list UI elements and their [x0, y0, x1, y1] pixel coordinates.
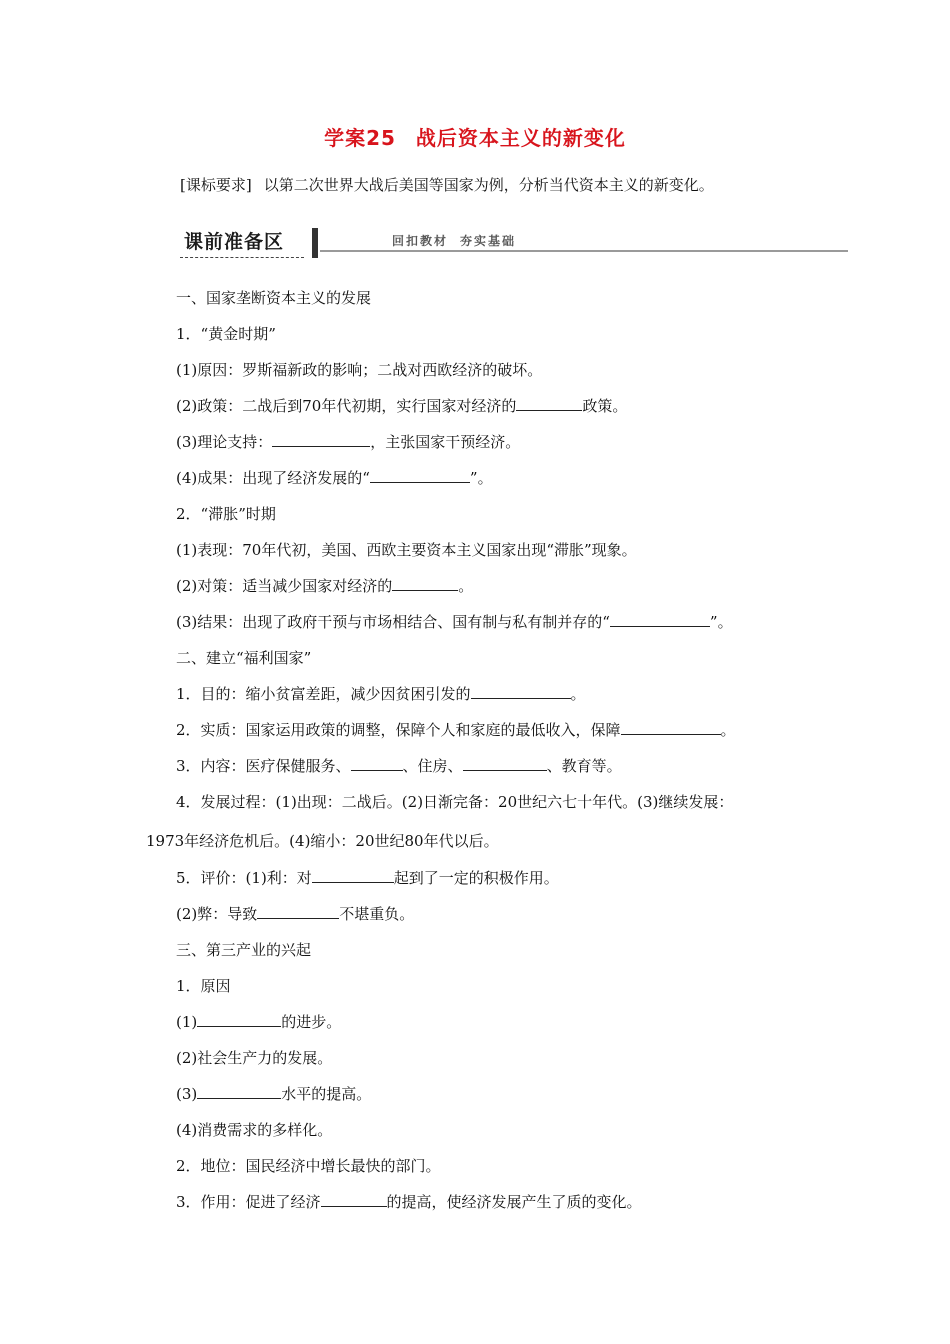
item-1: 1．“黄金时期”	[176, 325, 276, 343]
fill-blank[interactable]	[272, 432, 370, 447]
banner-sub-2: 夯实基础	[460, 234, 517, 248]
item-1-3: (3)理论支持： ，主张国家干预经济。	[176, 433, 521, 451]
fill-blank[interactable]	[197, 1084, 281, 1099]
welfare-item-5-2: (2)弊：导致 不堪重负。	[176, 905, 415, 923]
welfare-item-5: 5．评价：(1)利：对 起到了一定的积极作用。	[176, 869, 559, 887]
item-1-1: (1)原因：罗斯福新政的影响；二战对西欧经济的破坏。	[176, 361, 543, 379]
fill-blank[interactable]	[257, 904, 339, 919]
welfare-item-2: 2．实质：国家运用政策的调整，保障个人和家庭的最低收入，保障 。	[176, 721, 736, 739]
item-2: 2．“滞胀”时期	[176, 505, 276, 523]
section-banner	[178, 226, 848, 262]
tertiary-item-1-4: (4)消费需求的多样化。	[176, 1121, 333, 1139]
curriculum-requirement	[180, 174, 714, 195]
tertiary-item-3: 3．作用：促进了经济 的提高，使经济发展产生了质的变化。	[176, 1193, 642, 1211]
fill-blank[interactable]	[516, 396, 582, 411]
banner-rule	[320, 250, 848, 252]
tertiary-item-1: 1．原因	[176, 977, 231, 995]
fill-blank[interactable]	[197, 1012, 281, 1027]
banner-dashed-underline	[180, 257, 304, 258]
fill-blank[interactable]	[312, 868, 394, 883]
fill-blank[interactable]	[351, 756, 403, 771]
welfare-item-1: 1．目的：缩小贫富差距，减少因贫困引发的 。	[176, 685, 586, 703]
requirement-text: 以第二次世界大战后美国等国家为例，分析当代资本主义的新变化。	[263, 176, 714, 194]
title-text: 战后资本主义的新变化	[415, 126, 626, 150]
banner-sub-1: 回扣教材	[392, 234, 449, 248]
fill-blank[interactable]	[463, 756, 547, 771]
heading-2: 二、建立“福利国家”	[176, 649, 312, 667]
tertiary-item-1-3: (3) 水平的提高。	[176, 1085, 372, 1103]
welfare-item-4: 4．发展过程：(1)出现：二战后。(2)日渐完备：20世纪六七十年代。(3)继续发展：	[176, 793, 734, 811]
requirement-tag: [课标要求]	[180, 176, 252, 194]
heading-3: 三、第三产业的兴起	[176, 941, 312, 959]
tertiary-item-1-2: (2)社会生产力的发展。	[176, 1049, 333, 1067]
page-title	[0, 122, 950, 151]
fill-blank[interactable]	[370, 468, 470, 483]
fill-blank[interactable]	[321, 1192, 387, 1207]
item-1-2: (2)政策：二战后到70年代初期，实行国家对经济的 政策。	[176, 397, 628, 415]
banner-subtitle	[392, 232, 516, 249]
tertiary-item-2: 2．地位：国民经济中增长最快的部门。	[176, 1157, 441, 1175]
item-2-1: (1)表现：70年代初，美国、西欧主要资本主义国家出现“滞胀”现象。	[176, 541, 637, 559]
item-1-4: (4)成果：出现了经济发展的“ ”。	[176, 469, 493, 487]
fill-blank[interactable]	[610, 612, 710, 627]
welfare-item-3: 3．内容：医疗保健服务、 、住房、 、教育等。	[176, 757, 622, 775]
fill-blank[interactable]	[471, 684, 571, 699]
item-2-3: (3)结果：出现了政府干预与市场相结合、国有制与私有制并存的“ ”。	[176, 613, 733, 631]
tertiary-item-1-1: (1) 的进步。	[176, 1013, 342, 1031]
heading-1: 一、国家垄断资本主义的发展	[176, 289, 372, 307]
fill-blank[interactable]	[621, 720, 721, 735]
banner-divider-bar	[312, 228, 318, 258]
banner-heading: 课前准备区	[184, 231, 285, 253]
fill-blank[interactable]	[392, 576, 458, 591]
welfare-item-4-cont: 1973年经济危机后。(4)缩小：20世纪80年代以后。	[146, 832, 499, 850]
item-2-2: (2)对策：适当减少国家对经济的 。	[176, 577, 474, 595]
title-number: 学案25	[324, 126, 396, 150]
